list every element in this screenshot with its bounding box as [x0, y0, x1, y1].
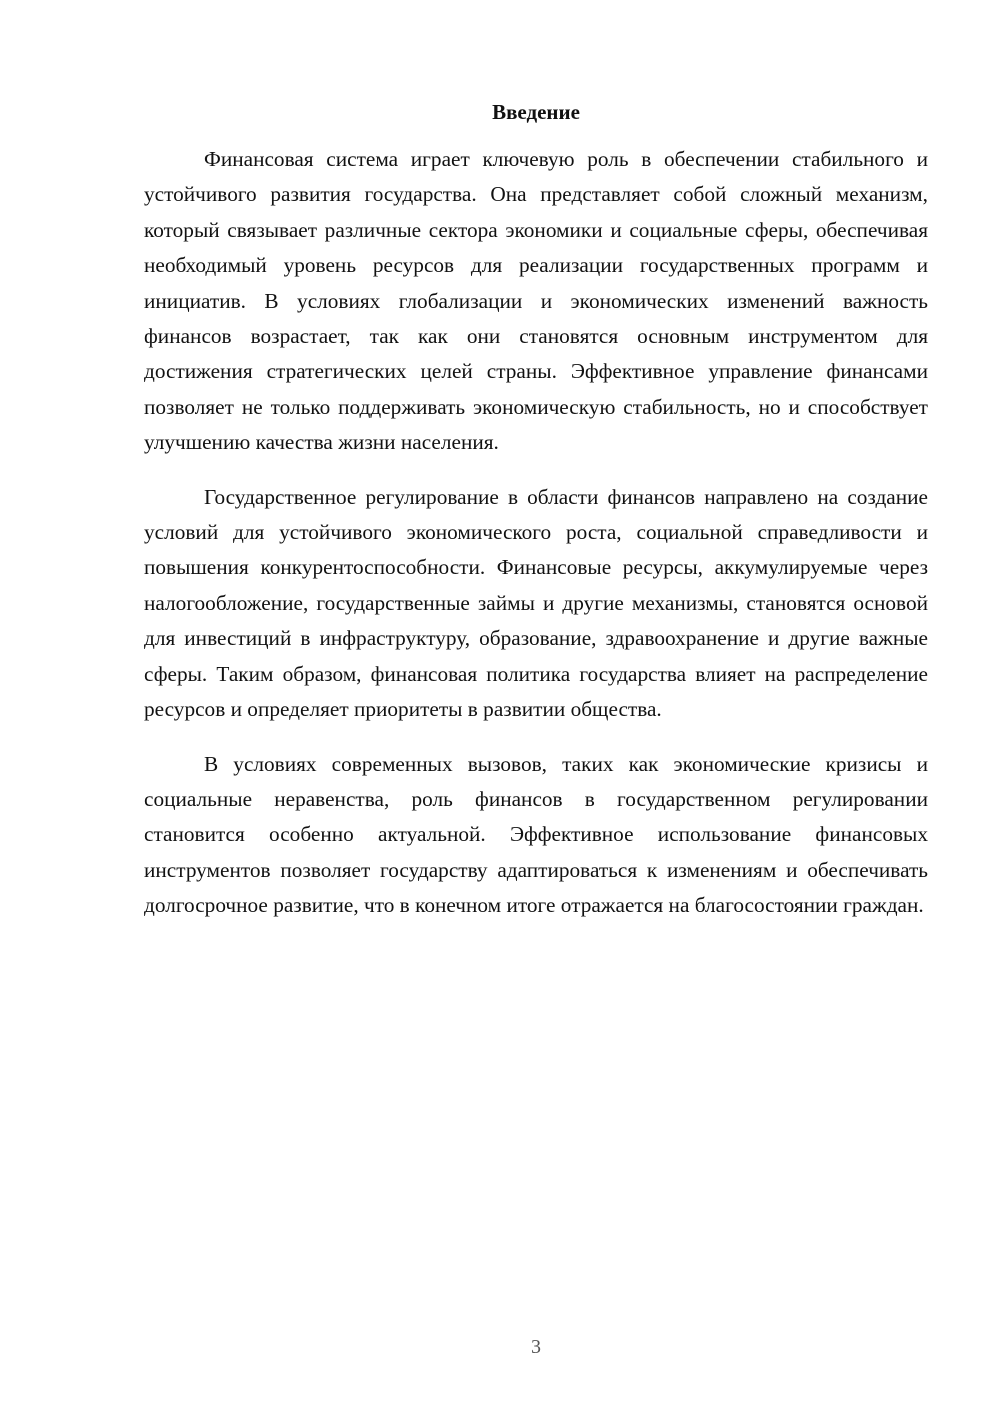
paragraph: Финансовая система играет ключевую роль в обеспечении стабильного и устойчивого развития государства. Она представляет собой сложный механизм, который связывает различные сектора экономики и социальные сферы, обеспечивая необходимый уровень ресурсов для реализации государственных программ и инициатив. В условиях глобализации и экономических изменений важность финансов возрастает, так как они становятся основным инструментом для достижения стратегических целей страны. Эффективное управление финансами позволяет не только поддерживать экономическую стабильность, но и способствует улучшению качества жизни населения.: [144, 147, 928, 455]
paragraph: Государственное регулирование в области финансов направлено на создание условий для устойчивого экономического роста, социальной справедливости и повышения конкурентоспособности. Финансовые ресурсы, аккумулируемые через налогообложение, государственные займы и другие механизмы, становятся основой для инвестиций в инфраструктуру, образование, здравоохранение и другие важные сферы. Таким образом, финансовая политика государства влияет на распределение ресурсов и определяет приоритеты в развитии общества.: [144, 484, 928, 722]
paragraph: В условиях современных вызовов, таких как экономические кризисы и социальные неравенства, роль финансов в государственном регулировании становится особенно актуальной. Эффективное использование финансовых инструментов позволяет государству адаптироваться к изменениям и обеспечивать долгосрочное развитие, что в конечном итоге отражается на благосостоянии граждан.: [144, 751, 928, 918]
page-number: 3: [531, 1336, 541, 1358]
document-body: [144, 142, 928, 943]
section-title: Введение: [492, 100, 580, 124]
